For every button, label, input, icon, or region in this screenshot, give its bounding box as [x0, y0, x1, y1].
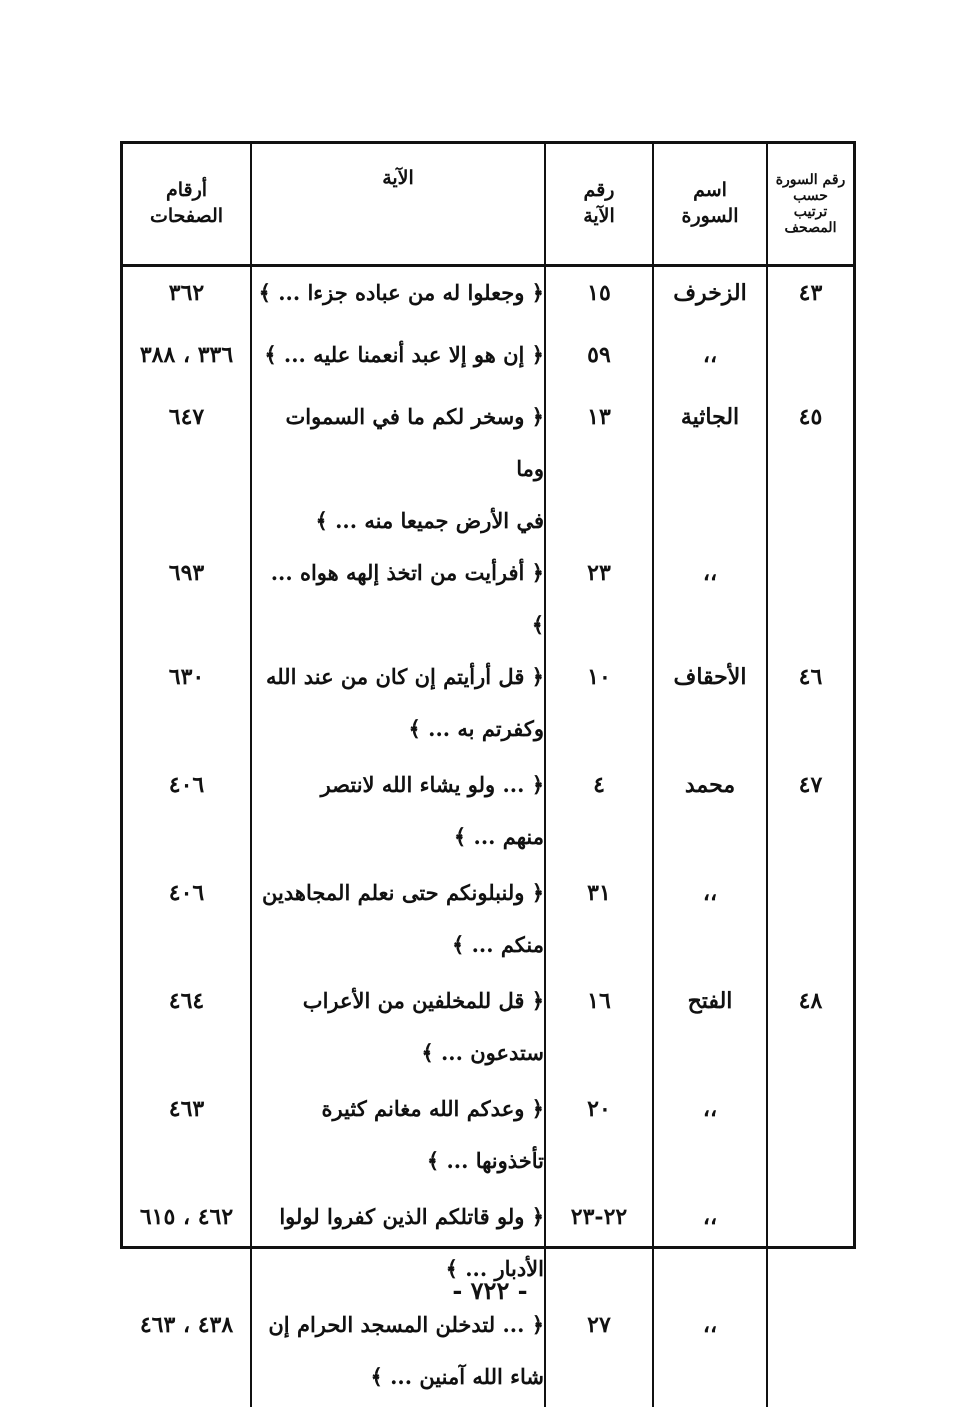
aya-text-cell	[251, 1299, 545, 1407]
aya-text-line: ستدعون ... ﴾	[421, 1040, 544, 1065]
aya-text-cell	[251, 975, 545, 1083]
surah-order-cell: ٤٣	[767, 266, 853, 330]
pages-cell: ٤٠٦	[168, 772, 205, 798]
aya-text-line: الأدبار ... ﴾	[445, 1256, 544, 1281]
surah-order-cell	[767, 1083, 853, 1191]
aya-text-cell	[251, 867, 545, 975]
aya-text-line: ﴿ ... ولو يشاء الله لانتصر	[320, 772, 544, 797]
pages-cell: ٤٠٦	[168, 880, 205, 906]
surah-name-cell: ،،	[653, 867, 767, 975]
table-row	[123, 391, 853, 547]
verse-index-table	[123, 144, 853, 1407]
table-header-row	[123, 144, 853, 266]
pages-cell: ٤٦٣	[168, 1096, 205, 1122]
surah-name-cell: الجاثية	[653, 391, 767, 547]
aya-text-line: ﴿ قل للمخلفين من الأعراب	[302, 988, 544, 1013]
aya-text-line: ﴿ ولنبلونكم حتى نعلم المجاهدين	[262, 880, 544, 905]
pages-cell: ٤٣٨ ، ٤٦٣	[139, 1312, 234, 1338]
aya-text-line: ﴿ وعدكم الله مغانم كثيرة	[321, 1096, 544, 1121]
aya-text-line: ﴿ قل أرأيتم إن كان من عند الله	[265, 664, 544, 689]
surah-order-cell	[767, 547, 853, 651]
surah-order-cell: ٤٧	[767, 759, 853, 867]
header-surah-order: رقم السورة حسب ترتيب المصحف	[767, 144, 853, 266]
surah-order-cell: ٤٦	[767, 651, 853, 759]
aya-text-line: ﴿ إن هو إلا عبد أنعمنا عليه ... ﴾	[264, 342, 544, 367]
aya-text-line: منكم ... ﴾	[451, 932, 544, 957]
table-row	[123, 975, 853, 1083]
table-row	[123, 329, 853, 391]
aya-text-cell	[251, 329, 545, 391]
header-aya-text: الآية	[251, 144, 545, 266]
surah-name-cell: ،،	[653, 329, 767, 391]
surah-order-cell	[767, 329, 853, 391]
aya-text-line: ﴿ أفرأيت من اتخذ إلهه هواه ... ﴾	[270, 560, 544, 637]
aya-number-cell: ٥٩	[545, 329, 653, 391]
aya-text-line: تأخذونها ... ﴾	[426, 1148, 544, 1173]
surah-order-cell: ٤٨	[767, 975, 853, 1083]
surah-name-cell: ،،	[653, 1191, 767, 1299]
surah-order-cell: ٤٥	[767, 391, 853, 547]
aya-text-cell	[251, 759, 545, 867]
table-row	[123, 266, 853, 330]
aya-text-cell	[251, 391, 545, 547]
page-number: - ٧٢٢ -	[452, 1276, 528, 1305]
surah-name-cell: الفتح	[653, 975, 767, 1083]
aya-text-line: منهم ... ﴾	[453, 824, 544, 849]
aya-number-cell: ٢٣	[545, 547, 653, 651]
pages-cell: ٤٦٤	[168, 988, 205, 1014]
aya-text-line: شاء الله آمنين ... ﴾	[370, 1364, 544, 1389]
aya-number-cell: ١٦	[545, 975, 653, 1083]
aya-text-line: ﴿ ولو قاتلكم الذين كفروا لولوا	[279, 1204, 544, 1229]
table-row	[123, 759, 853, 867]
aya-text-line: وكفرتم به ... ﴾	[408, 716, 544, 741]
surah-name-cell: محمد	[653, 759, 767, 867]
table-row	[123, 1299, 853, 1407]
table-body	[123, 266, 853, 1408]
aya-number-cell: ٢٧	[545, 1299, 653, 1407]
aya-text-line: ﴿ وجعلوا له من عباده جزءا ... ﴾	[258, 280, 544, 305]
pages-cell: ٣٦٢	[168, 280, 205, 306]
surah-order-cell	[767, 867, 853, 975]
surah-name-cell: الأحقاف	[653, 651, 767, 759]
header-aya-number: رقم الآية	[545, 144, 653, 266]
surah-name-cell: ،،	[653, 1083, 767, 1191]
aya-number-cell: ٢٠	[545, 1083, 653, 1191]
table-row	[123, 547, 853, 651]
aya-number-cell: ٣١	[545, 867, 653, 975]
aya-text-cell	[251, 266, 545, 330]
surah-order-cell	[767, 1299, 853, 1407]
table-row	[123, 867, 853, 975]
aya-number-cell: ١٣	[545, 391, 653, 547]
aya-number-cell: ٤	[545, 759, 653, 867]
aya-text-line: في الأرض جميعا منه ... ﴾	[315, 508, 544, 533]
pages-cell: ٣٣٦ ، ٣٨٨	[139, 342, 234, 368]
aya-number-cell: ١٠	[545, 651, 653, 759]
surah-name-cell: ،،	[653, 547, 767, 651]
header-pages: أرقام الصفحات	[123, 144, 251, 266]
table-row	[123, 651, 853, 759]
pages-cell: ٦٩٣	[168, 560, 205, 586]
aya-number-cell: ١٥	[545, 266, 653, 330]
pages-cell: ٤٦٢ ، ٦١٥	[139, 1204, 234, 1230]
aya-text-line: ﴿ ... لتدخلن المسجد الحرام إن	[268, 1312, 544, 1337]
pages-cell: ٦٣٠	[168, 664, 205, 690]
aya-number-cell: ٢٢-٢٣	[545, 1191, 653, 1299]
table-row	[123, 1083, 853, 1191]
aya-text-line: ﴿ وسخر لكم ما في السموات وما	[285, 404, 544, 481]
surah-name-cell: ،،	[653, 1299, 767, 1407]
surah-name-cell: الزخرف	[653, 266, 767, 330]
aya-text-cell	[251, 1083, 545, 1191]
pages-cell: ٦٤٧	[168, 404, 205, 430]
aya-text-cell	[251, 547, 545, 651]
header-surah-name: اسم السورة	[653, 144, 767, 266]
aya-text-cell	[251, 651, 545, 759]
